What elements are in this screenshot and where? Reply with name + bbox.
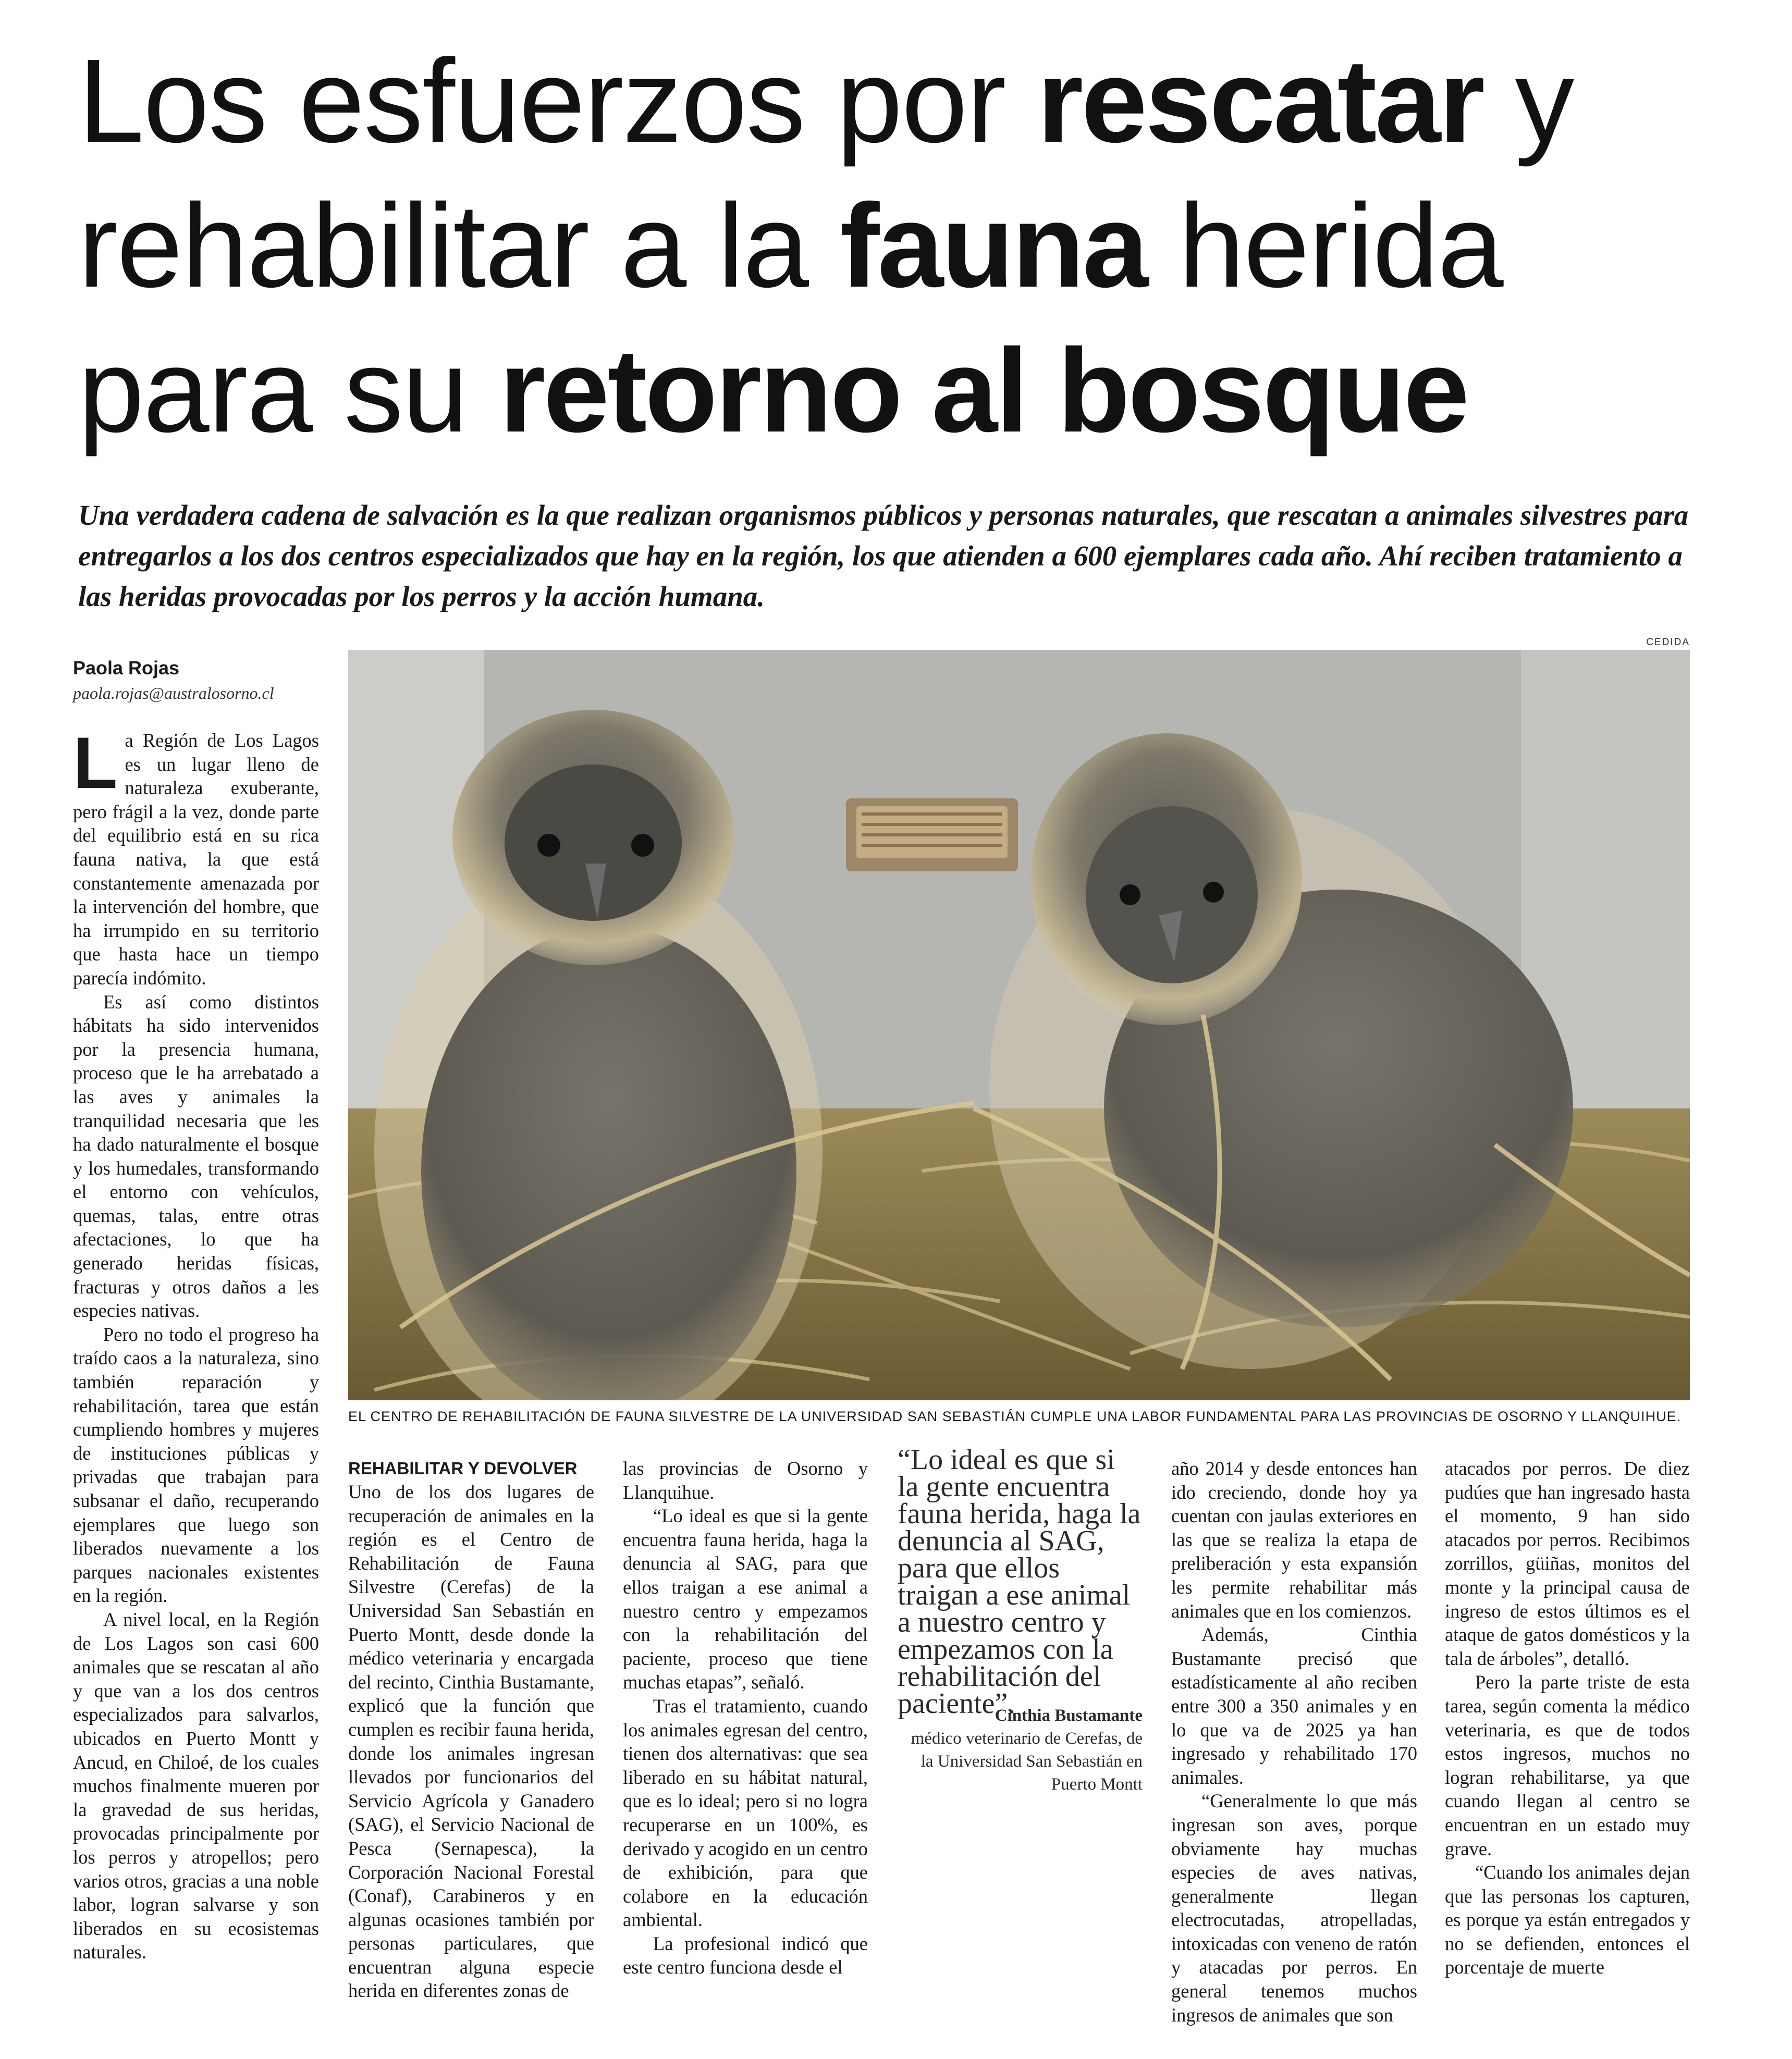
photo-credit: CEDIDA [1646,637,1690,648]
paragraph: La profesional indicó que este centro funciona desde el [623,1932,868,1978]
headline-text: herida [1146,180,1503,312]
article-column-6 [1445,1457,1690,1979]
owlets-photo [348,650,1690,1400]
article-column-3 [623,1457,868,1979]
section-subhead: REHABILITAR Y DEVOLVER [348,1459,578,1478]
paragraph: atacados por perros. De diez pudúes que han ingresado hasta el momento, 9 han sido atacados por perros. Recibimos zorrillos, güiñas, monitos del monte y la principal causa de ingreso de estos últimos es el ataque de gatos domésticos y la tala de árboles”, detalló. [1445,1458,1690,1669]
paragraph: Pero la parte triste de esta tarea, según comenta la médico veterinaria, es que de todos estos ingresos, muchos no logran rehabilitarse, ya que cuando llegan al centro se encuentran en un estado muy grave. [1445,1671,1690,1859]
pull-quote-attribution [898,1704,1143,1796]
paragraph: “Cuando los animales dejan que las personas los capturen, es porque ya están entregados y no se defienden, entonces el porcentaje de muerte [1445,1861,1690,1978]
headline-bold: rescatar [1037,35,1483,167]
headline-bold: fauna [840,180,1147,312]
paragraph-text: a Región de Los Lagos es un lugar lleno de naturaleza exuberante, pero frágil a la vez, donde parte del equilibrio está en su rica fauna nativa, la que está constantemente amenazada por la intervención del hombre, que ha irrumpido en su territorio que hasta hace un tiempo parecía indómito. [73,730,319,989]
paragraph: Tras el tratamiento, cuando los animales egresan del centro, tienen dos alternativas: que sea liberado en su hábitat natural, que es lo ideal; pero si no logra recuperarse en un 100%, es derivado y acogido en un centro de exhibición, para que colabore en la educación ambiental. [623,1695,868,1931]
deck: Una verdadera cadena de salvación es la que realizan organismos públicos y personas naturales, que rescatan a animales silvestres para entregarlos a los dos centros especializados que hay en la región, los que atienden a 600 ejemplares cada año. Ahí reciben tratamiento a las heridas provocadas por los perros y la acción humana. [78,499,1689,612]
paragraph: Uno de los dos lugares de recuperación de animales en la región es el Centro de Rehabilitación de Fauna Silvestre (Cerefas) de la Universidad San Sebastián en Puerto Montt, desde donde la médico veterinaria y encargada del recinto, Cinthia Bustamante, explicó que la función que cumplen es recibir fauna herida, donde los animales ingresan llevados por funcionarios del Servicio Agrícola y Ganadero (SAG), el Servicio Nacional de Pesca (Sernapesca), la Corporación Nacional Forestal (Conaf), Carabineros y en algunas ocasiones también por personas particulares, que encuentran alguna especie herida en diferentes zonas de [348,1481,594,2002]
paragraph: “Lo ideal es que si la gente encuentra fauna herida, haga la denuncia al SAG, para que ellos traigan a ese animal a nuestro centro y empezamos con la rehabilitación del paciente, proceso que tiene muchas etapas”, señaló. [623,1505,868,1693]
headline-text: Los esfuerzos por [78,35,1037,167]
pull-quote: “Lo ideal es que si la gente encuentra fauna herida, haga la denuncia al SAG, para que ellos traigan a ese animal a nuestro centro y empezamos con la rehabilitación del paciente”. [898,1444,1141,1720]
article-photo [348,650,1690,1400]
quote-author-role: médico veterinario de Cerefas, de la Universidad San Sebastián en Puerto Montt [911,1729,1143,1794]
paragraph: las provincias de Osorno y Llanquihue. [623,1458,868,1503]
paragraph: Pero no todo el progreso ha traído caos a la naturaleza, sino también reparación y rehabilitación, tarea que están cumpliendo hombres y mujeres de instituciones públicas y privadas que trabajan para subsanar el daño, recuperando ejemplares que luego son liberados nuevamente a los parques nacionales existentes en la región. [73,1323,319,1607]
article-column-1 [73,722,319,1964]
headline-line-3 [78,318,1720,463]
paragraph: Es así como distintos hábitats ha sido intervenidos por la presencia humana, proceso que le ha arrebatado a las aves y animales la tranquilidad necesaria que les ha dado naturalmente el bosque y los humedales, transformando el entorno con vehículos, quemas, talas, entre otras afectaciones, lo que ha generado heridas físicas, fracturas y otros daños a les especies nativas. [73,991,319,1322]
headline-bold: retorno al bosque [499,325,1468,457]
paragraph: A nivel local, en la Región de Los Lagos son casi 600 animales que se rescatan al año y que van a los dos centros especializados para salvarlos, ubicados en Puerto Montt y Ancud, en Chiloé, de los cuales muchos finalmente mueren por la gravedad de sus heridas, provocadas principalmente por los perros y atropellos; pero varios otros, gracias a una noble labor, logran salvarse y son liberados en su ecosistemas naturales. [73,1608,319,1963]
headline-line-1 [78,29,1720,174]
quote-author: Cinthia Bustamante [995,1706,1143,1725]
paragraph: “Generalmente lo que más ingresan son aves, porque obviamente hay muchas especies de aves nativas, generalmente llegan electrocutadas, atropelladas, intoxicadas con veneno de ratón y atacadas por perros. En general tenemos muchos ingresos de animales que son [1171,1790,1417,2026]
byline [73,656,334,706]
author-email: paola.rojas@australosorno.cl [73,684,274,702]
headline-text: y [1483,35,1574,167]
photo-caption: EL CENTRO DE REHABILITACIÓN DE FAUNA SILVESTRE DE LA UNIVERSIDAD SAN SEBASTIÁN CUMPLE UNA LABOR FUNDAMENTAL PARA LAS PROVINCIAS DE OSORNO Y LLANQUIHUE. [348,1409,1681,1424]
paragraph: Además, Cinthia Bustamante precisó que estadísticamente al año reciben entre 300 a 350 animales y en lo que va de 2025 ya han ingresado y rehabilitado 170 animales. [1171,1624,1417,1788]
headline-line-2 [78,174,1720,318]
headline-text: para su [78,325,499,457]
headline-text: rehabilitar a la [78,180,840,312]
drop-cap: L [73,722,118,804]
headline [78,29,1720,463]
article-column-5 [1171,1457,1417,2027]
article-column-2 [348,1457,594,2003]
author-name: Paola Rojas [73,657,180,679]
paragraph [73,722,319,990]
paragraph: año 2014 y desde entonces han ido creciendo, donde hoy ya cuentan con jaulas exteriores en las que se realiza la etapa de preliberación y esta expansión les permite rehabilitar más animales que en los comienzos. [1171,1458,1417,1622]
